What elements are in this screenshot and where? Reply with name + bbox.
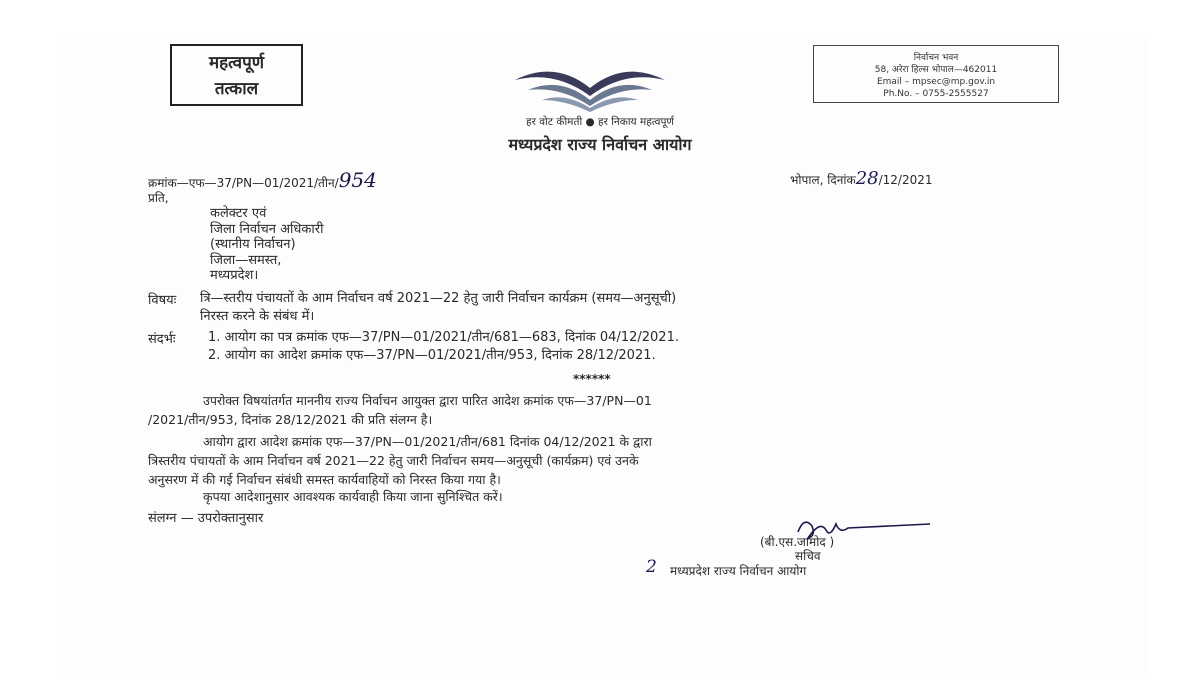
stamp-important: महत्वपूर्ण <box>208 53 265 73</box>
letter-number <box>148 168 377 192</box>
reference-item: 1. आयोग का पत्र क्रमांक एफ—37/PN—01/2021/तीन/681—683, दिनांक 04/12/2021. <box>208 330 679 345</box>
letter-number-prefix: क्रमांक—एफ—37/PN—01/2021/तीन/ <box>148 176 339 190</box>
handwritten-mark: 2 <box>646 557 657 577</box>
body-line: अनुसरण में की गई निर्वाचन संबंधी समस्त कार्यवाहियों को निरस्त किया गया है। <box>148 472 501 487</box>
signatory-name: (बी.एस.जामोद ) <box>760 535 835 549</box>
priority-stamp <box>170 44 303 106</box>
body-line: /2021/तीन/953, दिनांक 28/12/2021 की प्रति संलग्न है। <box>148 412 433 427</box>
office-address-box <box>813 45 1059 103</box>
date-handwritten-day: 28 <box>855 168 879 189</box>
date-prefix: भोपाल, दिनांक <box>790 173 856 187</box>
tagline: हर वोट कीमती ● हर निकाय महत्वपूर्ण <box>526 116 674 128</box>
body-paragraph-2 <box>148 432 1038 489</box>
reference-item: 2. आयोग का आदेश क्रमांक एफ—37/PN—01/2021/तीन/953, दिनांक 28/12/2021. <box>208 348 656 363</box>
commission-logo <box>510 62 670 112</box>
signatory-designation: सचिव <box>795 549 821 563</box>
stamp-urgent: तत्काल <box>214 79 259 99</box>
body-line: त्रिस्तरीय पंचायतों के आम निर्वाचन वर्ष 2021—22 हेतु जारी निर्वाचन समय—अनुसूची (कार्यक्रम) एवं उनके <box>148 453 639 468</box>
address-street: 58, अरेरा हिल्स भोपाल—462011 <box>874 65 998 75</box>
address-phone: Ph.No. – 0755-2555527 <box>883 89 989 99</box>
addressee-line: जिला निर्वाचन अधिकारी <box>210 221 324 237</box>
address-building: निर्वाचन भवन <box>913 53 959 63</box>
subject-line: त्रि—स्तरीय पंचायतों के आम निर्वाचन वर्ष 2021—22 हेतु जारी निर्वाचन कार्यक्रम (समय—अनुसूची) <box>200 291 677 306</box>
addressee-line: मध्यप्रदेश। <box>210 268 259 283</box>
addressee-line: कलेक्टर एवं <box>210 206 267 221</box>
subject-label: विषयः <box>148 293 177 308</box>
body-paragraph-1 <box>148 391 1038 429</box>
separator: ****** <box>573 372 611 386</box>
enclosure-note: संलग्न — उपरोक्तानुसार <box>148 511 264 526</box>
body-paragraph-3: कृपया आदेशानुसार आवश्यक कार्यवाही किया जाना सुनिश्चित करें। <box>203 489 503 504</box>
letter-date <box>790 168 933 189</box>
reference-list <box>208 329 679 365</box>
date-suffix: /12/2021 <box>878 173 933 187</box>
addressee-line: (स्थानीय निर्वाचन) <box>210 237 296 252</box>
to-label: प्रति, <box>148 191 169 205</box>
reference-label: संदर्भः <box>148 332 176 347</box>
addressee-line: जिला—समस्त, <box>210 252 282 268</box>
letterhead-title: मध्यप्रदेश राज्य निर्वाचन आयोग <box>508 135 692 154</box>
addressee-block <box>210 206 323 284</box>
letter-number-handwritten: 954 <box>338 168 377 192</box>
body-line: उपरोक्त विषयांतर्गत माननीय राज्य निर्वाचन आयुक्त द्वारा पारित आदेश क्रमांक एफ—37/PN—01 <box>203 393 652 408</box>
subject-line: निरस्त करने के संबंध में। <box>200 309 315 324</box>
subject-text <box>200 290 676 326</box>
address-email: Email – mpsec@mp.gov.in <box>876 77 996 87</box>
signatory-organization: मध्यप्रदेश राज्य निर्वाचन आयोग <box>670 564 807 578</box>
body-line: आयोग द्वारा आदेश क्रमांक एफ—37/PN—01/2021/तीन/681 दिनांक 04/12/2021 के द्वारा <box>203 434 652 449</box>
